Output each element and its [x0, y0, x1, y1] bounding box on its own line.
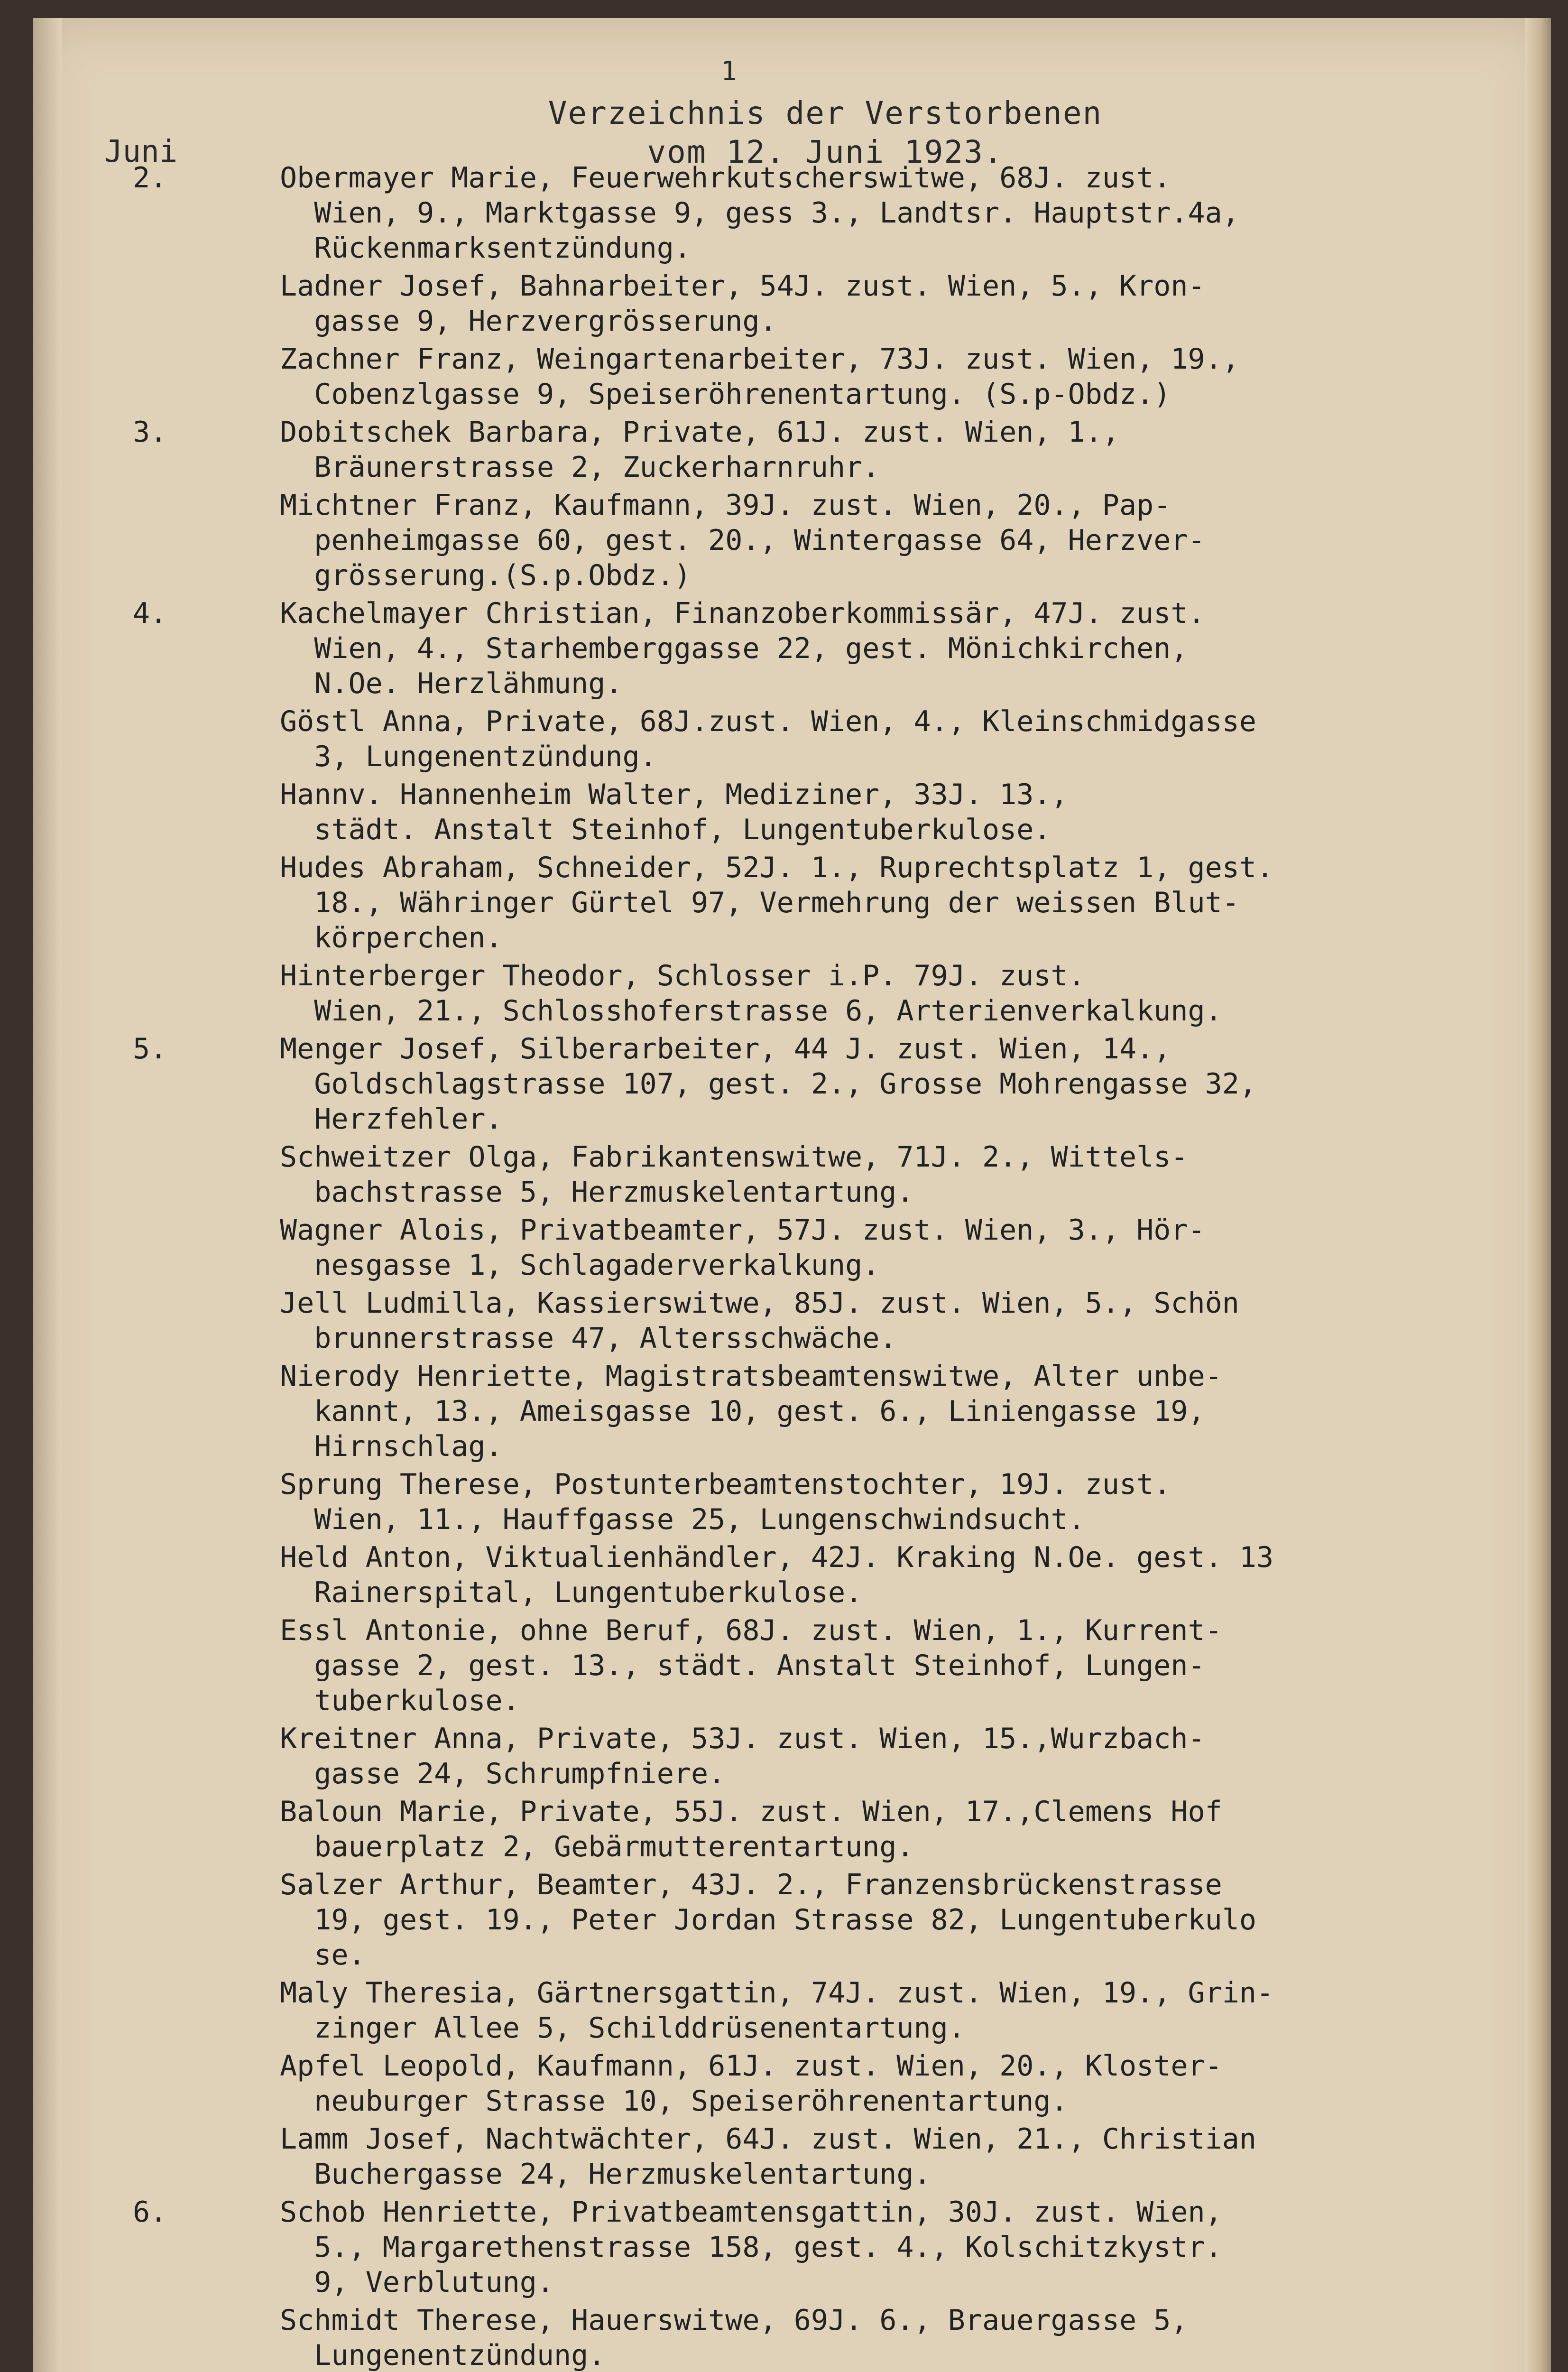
title-line-1: Verzeichnis der Verstorbenen	[548, 95, 1103, 131]
register-entry	[95, 1867, 1503, 1973]
register-entry	[95, 1213, 1503, 1283]
register-entry	[95, 269, 1503, 339]
entry-text: Hannv. Hannenheim Walter, Mediziner, 33J. 13., städt. Anstalt Steinhof, Lungentuberkulose.	[280, 778, 1068, 846]
entry-text: Michtner Franz, Kaufmann, 39J. zust. Wien, 20., Pap- penheimgasse 60, gest. 20., Wintergasse 64, Herzver- grösserung.(S.p.Obdz.)	[280, 489, 1205, 592]
page-binding	[33, 18, 62, 2372]
entry-text: Maly Theresia, Gärtnersgattin, 74J. zust. Wien, 19., Grin- zinger Allee 5, Schilddrüsenentartung.	[280, 1976, 1274, 2045]
register-entry	[95, 1031, 1503, 1137]
title-line-2: vom 12. Juni 1923.	[647, 134, 1004, 170]
entry-text: Essl Antonie, ohne Beruf, 68J. zust. Wien, 1., Kurrent- gasse 2, gest. 13., städt. Anstalt Steinhof, Lungen- tuberkulose.	[280, 1614, 1222, 1717]
entry-day: 6.	[133, 2196, 167, 2229]
register-entry	[95, 596, 1503, 701]
register-entry	[95, 958, 1503, 1028]
register-entry	[95, 2122, 1503, 2192]
entry-text: Schweitzer Olga, Fabrikantenswitwe, 71J. 2., Wittels- bachstrasse 5, Herzmuskelentartung.	[280, 1140, 1188, 1209]
entry-text: Schob Henriette, Privatbeamtensgattin, 30J. zust. Wien, 5., Margarethenstrasse 158, gest. 4., Kolschitzkystr. 9, Verblutung.	[280, 2196, 1222, 2299]
entry-text: Menger Josef, Silberarbeiter, 44 J. zust. Wien, 14., Goldschlagstrasse 107, gest. 2., Grosse Mohrengasse 32, Herzfehler.	[280, 1032, 1257, 1136]
register-entry	[95, 1359, 1503, 1464]
register-entry	[95, 415, 1503, 485]
register-entry	[95, 1140, 1503, 1210]
entry-text: Göstl Anna, Private, 68J.zust. Wien, 4., Kleinschmidgasse 3, Lungenentzündung.	[280, 705, 1257, 773]
register-entry	[95, 342, 1503, 412]
register-entry	[95, 1794, 1503, 1864]
entry-text: Held Anton, Viktualienhändler, 42J. Kraking N.Oe. gest. 13 Rainerspital, Lungentuberkulose.	[280, 1541, 1274, 1609]
entry-text: Kachelmayer Christian, Finanzoberkommissär, 47J. zust. Wien, 4., Starhemberggasse 22, gest. Mönichkirchen, N.Oe. Herzlähmung.	[280, 597, 1205, 700]
entry-day: 5.	[133, 1032, 167, 1066]
register-entry	[95, 160, 1503, 266]
entry-text: Wagner Alois, Privatbeamter, 57J. zust. Wien, 3., Hör- nesgasse 1, Schlagaderverkalkung.	[280, 1214, 1205, 1282]
page-number: 1	[721, 56, 737, 87]
entry-text: Lamm Josef, Nachtwächter, 64J. zust. Wien, 21., Christian Buchergasse 24, Herzmuskelentartung.	[280, 2122, 1257, 2191]
entry-text: Nierody Henriette, Magistratsbeamtenswitwe, Alter unbe- kannt, 13., Ameisgasse 10, gest. 6., Liniengasse 19, Hirnschlag.	[280, 1360, 1222, 1463]
entry-text: Jell Ludmilla, Kassierswitwe, 85J. zust. Wien, 5., Schön brunnerstrasse 47, Altersschwäche.	[280, 1287, 1239, 1355]
entry-text: Dobitschek Barbara, Private, 61J. zust. Wien, 1., Bräunerstrasse 2, Zuckerharnruhr.	[280, 416, 1120, 484]
entry-text: Sprung Therese, Postunterbeamtenstochter, 19J. zust. Wien, 11., Hauffgasse 25, Lungenschwindsucht.	[280, 1468, 1171, 1536]
entry-text: Obermayer Marie, Feuerwehrkutscherswitwe, 68J. zust. Wien, 9., Marktgasse 9, gess 3., Landtsr. Hauptstr.4a, Rückenmarksentzündung.	[280, 161, 1239, 265]
register-entry	[95, 1540, 1503, 1610]
entry-day: 3.	[133, 416, 167, 449]
register-entry	[95, 1613, 1503, 1718]
entry-day: 2.	[133, 161, 167, 195]
register-entry	[95, 1975, 1503, 2046]
entry-text: Apfel Leopold, Kaufmann, 61J. zust. Wien, 20., Kloster- neuburger Strasse 10, Speiseröhrenentartung.	[280, 2049, 1222, 2118]
entry-text: Ladner Josef, Bahnarbeiter, 54J. zust. Wien, 5., Kron- gasse 9, Herzvergrösserung.	[280, 269, 1205, 338]
entry-text: Kreitner Anna, Private, 53J. zust. Wien, 15.,Wurzbach- gasse 24, Schrumpfniere.	[280, 1722, 1205, 1790]
register-entry	[95, 1721, 1503, 1791]
register-entry	[95, 2303, 1503, 2372]
register-entry	[95, 2048, 1503, 2119]
month-label: Juni	[104, 134, 178, 169]
page-edge	[1525, 18, 1551, 2372]
register-entry	[95, 704, 1503, 774]
entry-text: Schmidt Therese, Hauerswitwe, 69J. 6., Brauergasse 5, Lungenentzündung.	[280, 2304, 1188, 2372]
register-entry	[95, 2195, 1503, 2300]
entry-text: Hinterberger Theodor, Schlosser i.P. 79J. zust. Wien, 21., Schlosshoferstrasse 6, Arterienverkalkung.	[280, 959, 1222, 1028]
register-entry	[95, 1286, 1503, 1356]
entry-text: Zachner Franz, Weingartenarbeiter, 73J. zust. Wien, 19., Cobenzlgasse 9, Speiseröhrenentartung. (S.p-Obdz.)	[280, 343, 1239, 411]
register-entry	[95, 850, 1503, 955]
entry-day: 4.	[133, 597, 167, 630]
entry-text: Baloun Marie, Private, 55J. zust. Wien, 17.,Clemens Hof bauerplatz 2, Gebärmutterentartung.	[280, 1795, 1222, 1863]
entry-text: Hudes Abraham, Schneider, 52J. 1., Ruprechtsplatz 1, gest. 18., Währinger Gürtel 97, Vermehrung der weissen Blut- körperchen.	[280, 851, 1274, 954]
death-register-list	[95, 160, 1503, 2372]
register-entry	[95, 1467, 1503, 1537]
register-entry	[95, 777, 1503, 847]
document-page	[33, 18, 1551, 2372]
register-entry	[95, 488, 1503, 593]
entry-text: Salzer Arthur, Beamter, 43J. 2., Franzensbrückenstrasse 19, gest. 19., Peter Jordan Strasse 82, Lungentuberkulo se.	[280, 1868, 1257, 1972]
